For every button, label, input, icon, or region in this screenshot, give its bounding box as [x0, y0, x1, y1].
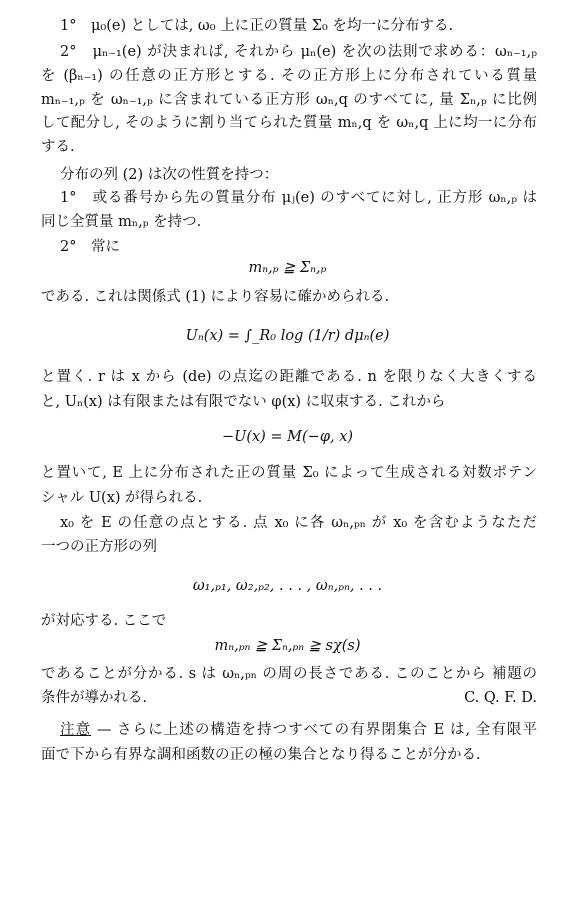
equation: −U(x) = M(−φ, x) [221, 429, 354, 445]
note-line [60, 720, 537, 740]
equation: mₙ,ₚ ≧ Σₙ,ₚ [248, 260, 327, 276]
note-label: 注意 [60, 722, 92, 738]
text-line: 条件が導かれる. [41, 690, 148, 706]
text-line: と置いて, E 上に分布された正の質量 Σ₀ によって生成される対数ポテン [41, 465, 537, 481]
note-text: — さらに上述の構造を持つすべての有界閉集合 E は, 全有限平 [91, 722, 538, 738]
text-line: であることが分かる. s は ωₙ,ₚₙ の周の長さである. このことから 補題の [41, 666, 537, 682]
text-line: である. これは関係式 (1) により容易に確かめられる. [41, 289, 390, 305]
text-line: mₙ₋₁,ₚ を ωₙ₋₁,ₚ に含まれている正方形 ωₙ,q のすべてに, 量 Σₙ,ₚ に比例 [41, 92, 537, 108]
text-line: 2° μₙ₋₁(e) が決まれば, それから μₙ(e) を次の法則で求める：ωₙ₋₁,ₚ [60, 44, 537, 60]
equation: ω₁,ₚ₁, ω₂,ₚ₂, . . . , ωₙ,ₚₙ, . . . [192, 578, 383, 594]
qed-mark: C. Q. F. D. [464, 690, 537, 706]
text-line: シャル U(x) が得られる. [41, 490, 203, 506]
text-line: 同じ全質量 mₙ,ₚ を持つ. [41, 214, 202, 230]
equation: Uₙ(x) = ∫_R₀ log (1/r) dμₙ(e) [185, 328, 390, 344]
text-line: 1° 或る番号から先の質量分布 μⱼ(e) のすべてに対し, 正方形 ωₙ,ₚ は [60, 190, 537, 206]
equation: mₙ,ₚₙ ≧ Σₙ,ₚₙ ≧ sχ(s) [214, 638, 361, 654]
text-line: 2° 常に [60, 239, 120, 255]
text-line: を (βₙ₋₁) の任意の正方形とする. その正方形上に分布されている質量 [41, 68, 537, 84]
text-line: 1° μ₀(e) としては, ω₀ 上に正の質量 Σ₀ を均一に分布する. [60, 18, 454, 34]
text-line: と置く. r は x から (de) の点迄の距離である. n を限りなく大きくする [41, 369, 537, 385]
text-line: と, Uₙ(x) は有限または有限でない φ(x) に収束する. これから [41, 394, 446, 410]
text-line: する. [41, 139, 75, 155]
text-line: x₀ を E の任意の点とする. 点 x₀ に各 ωₙ,ₚₙ が x₀ を含むようなただ [60, 515, 537, 531]
text-line: が対応する. ここで [41, 613, 167, 629]
text-line: 面で下から有界な調和函数の正の極の集合となり得ることが分かる. [41, 747, 481, 763]
text-line: 分布の列 (2) は次の性質を持つ： [60, 167, 279, 183]
text-line: 一つの正方形の列 [41, 539, 157, 555]
text-line: して配分し, そのように割り当てられた質量 mₙ,q を ωₙ,q 上に均一に分布 [41, 115, 537, 131]
